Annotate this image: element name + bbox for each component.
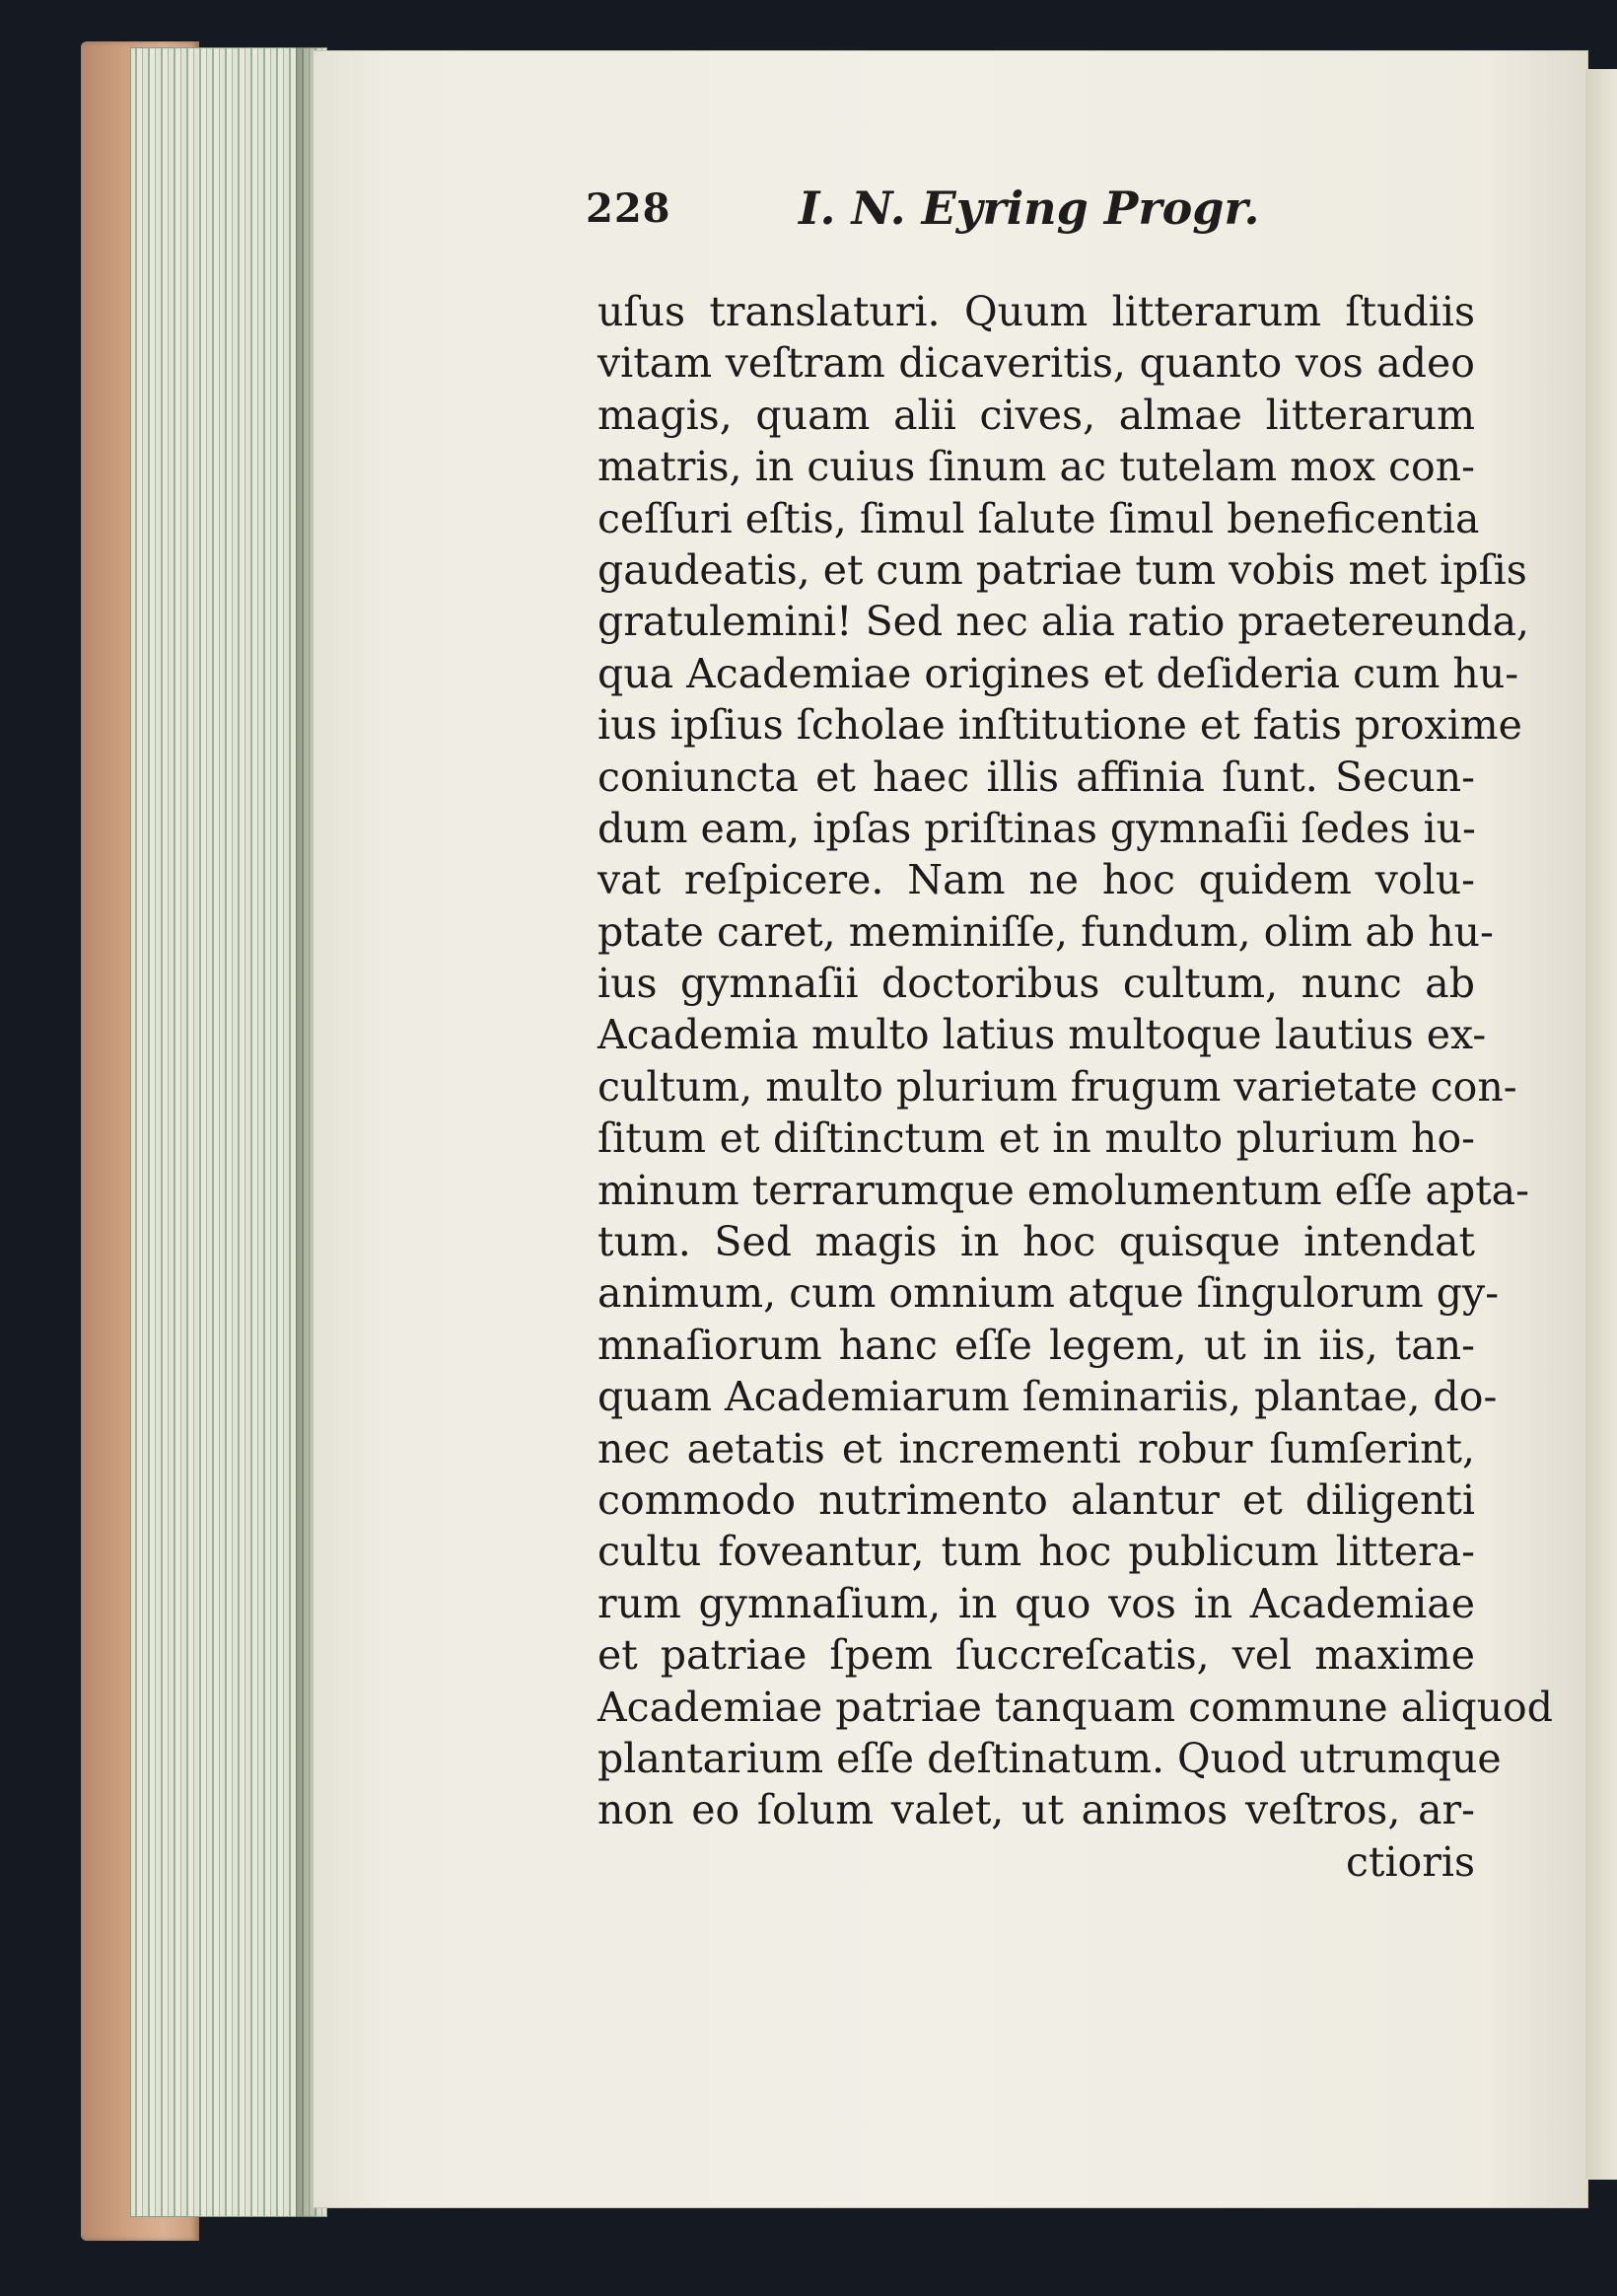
text-line: uſus translaturi. Quum litterarum ſtudiis [598,288,1475,335]
text-line: vat reſpicere. Nam ne hoc quidem volu- [598,856,1475,904]
text-line: ceſſuri eſtis, ſimul ſalute ſimul beneficentia [598,494,1480,542]
text-line: et patriae ſpem ſuccreſcatis, vel maxime [598,1631,1475,1680]
text-line: Academia multo latius multoque lautius ex- [598,1011,1487,1059]
body-text [598,286,1553,1888]
text-line: coniuncta et haec illis affinia ſunt. Secun- [598,753,1475,801]
page-header [586,178,1296,256]
text-line: vitam veſtram dicaveritis, quanto vos adeo [598,339,1475,388]
text-line: nec aetatis et incrementi robur ſumſerint, [598,1424,1475,1472]
page-number: 228 [586,185,671,232]
text-line: qua Academiae origines et deſideria cum hu- [598,649,1519,697]
text-line: dum eam, ipſas priſtinas gymnaſii ſedes iu- [598,804,1476,852]
text-line: cultum, multo plurium frugum varietate con- [598,1062,1517,1111]
text-line: Academiae patriae tanquam commune aliquod [598,1683,1553,1731]
text-line: non eo ſolum valet, ut animos veſtros, ar- [598,1786,1475,1834]
text-line: commodo nutrimento alantur et diligenti [598,1475,1475,1524]
text-line: animum, cum omnium atque ſingulorum gy- [598,1269,1500,1318]
text-line: ius gymnaſii doctoribus cultum, nunc ab [598,960,1475,1008]
text-line: magis, quam alii cives, almae litterarum [598,391,1475,439]
text-line: cultu foveantur, tum hoc publicum littera- [598,1528,1475,1576]
text-line: tum. Sed magis in hoc quisque intendat [598,1218,1475,1266]
text-line: mnaſiorum hanc eſſe legem, ut in iis, tan- [598,1321,1475,1369]
text-line: ptate caret, meminiſſe, fundum, olim ab hu- [598,907,1494,956]
text-line: ſitum et diſtinctum et in multo plurium ho- [598,1114,1475,1163]
text-line: minum terrarumque emolumentum eſſe apta- [598,1166,1529,1214]
running-head: I. N. Eyring Progr. [799,181,1260,235]
text-line: quam Academiarum ſeminariis, plantae, do- [598,1373,1498,1421]
text-line: gratulemini! Sed nec alia ratio praetereunda, [598,598,1530,646]
text-line: plantarium eſſe deſtinatum. Quod utrumque [598,1734,1502,1782]
text-line: matris, in cuius ſinum ac tutelam mox con- [598,443,1475,491]
text-line: rum gymnaſium, in quo vos in Academiae [598,1579,1475,1627]
text-line: ius ipſius ſcholae inſtitutione et fatis proxime [598,701,1522,750]
facing-page-edge [1585,69,1617,2180]
text-line: gaudeatis, et cum patriae tum vobis met ipſis [598,545,1527,594]
catchword: ctioris [1346,1837,1475,1886]
